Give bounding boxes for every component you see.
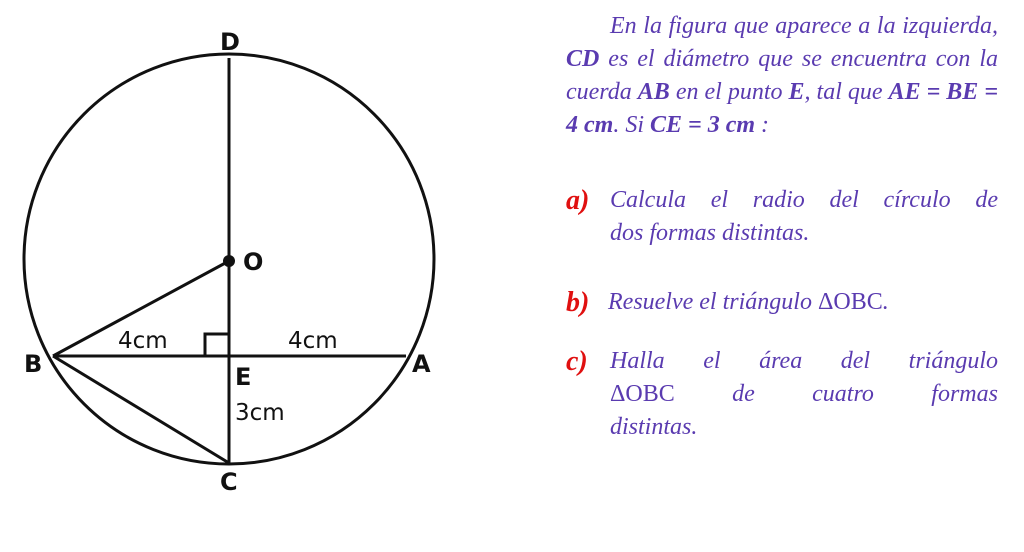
term-ab: AB (637, 79, 670, 105)
problem-intro: En la figura que aparece a la izquierda, CD es el diámetro que se encuentra con la cuerda AB en el punto E, tal que AE = BE = 4 cm. Si CE = 3 cm : (566, 13, 998, 138)
equation-ce: CE = 3 cm (650, 112, 756, 138)
label-c: C (220, 468, 238, 496)
segment-bc (53, 356, 229, 463)
question-a (566, 184, 998, 250)
question-c-line2: ΔOBC de cuatro formas (610, 381, 998, 407)
label-e: E (235, 363, 252, 391)
question-c-letter: c) (566, 346, 588, 377)
label-a: A (412, 350, 431, 378)
length-ce: 3cm (235, 400, 285, 426)
question-c (566, 345, 998, 444)
question-b (566, 286, 998, 319)
label-d: D (220, 28, 240, 56)
triangle-obc: ΔOBC (817, 289, 883, 315)
question-b-letter: b) (566, 287, 590, 318)
label-o: O (243, 248, 264, 276)
term-cd: CD (566, 46, 600, 72)
equation-ae-be: AE = BE = 4 cm (566, 79, 998, 138)
question-a-line1: Calcula el radio del círculo de (610, 187, 998, 213)
question-a-letter: a) (566, 185, 590, 216)
right-angle-marker (205, 334, 229, 356)
length-ea: 4cm (288, 328, 338, 354)
label-b: B (24, 350, 43, 378)
term-e: E (788, 79, 805, 105)
center-point (223, 255, 235, 267)
length-be: 4cm (118, 328, 168, 354)
problem-text (566, 10, 998, 444)
question-c-line3: distintas. (610, 414, 698, 440)
question-b-line1: Resuelve el triángulo ΔOBC. (608, 289, 889, 315)
question-c-line1: Halla el área del triángulo (610, 348, 998, 374)
question-a-line2: dos formas distintas. (610, 220, 810, 246)
